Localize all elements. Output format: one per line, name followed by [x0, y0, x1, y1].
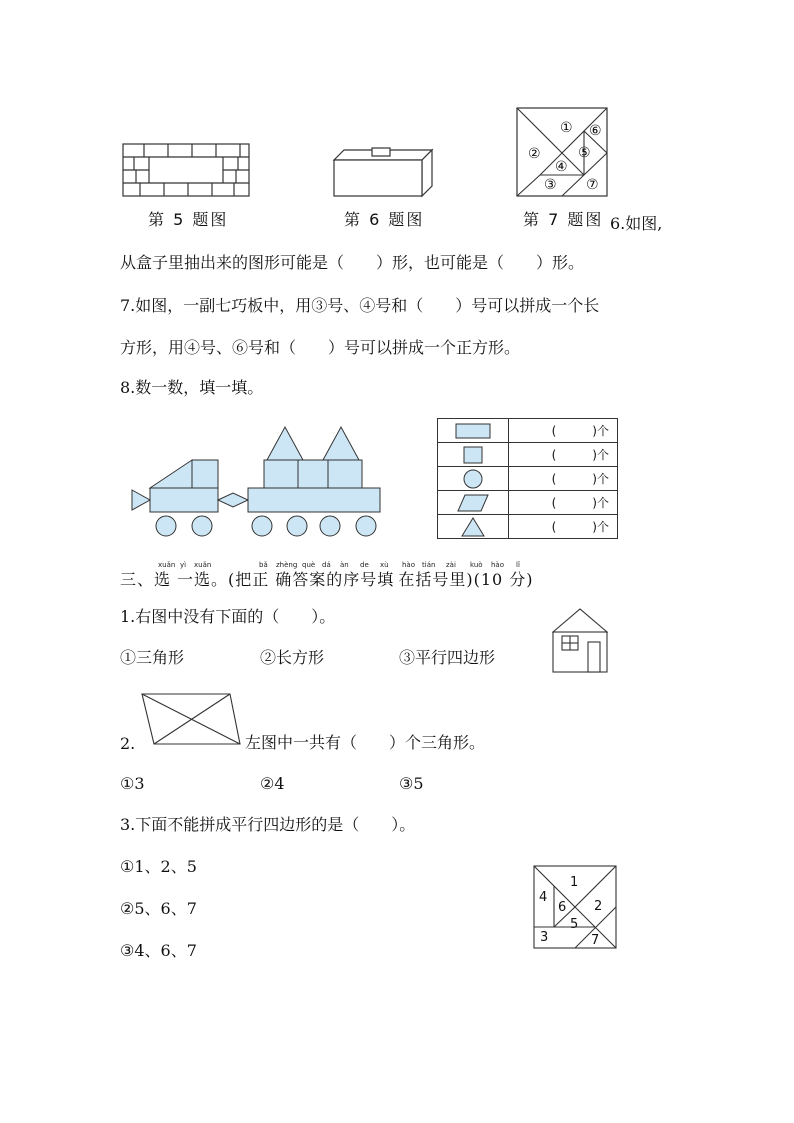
- tangram-b-label-3: 3: [540, 930, 549, 945]
- section3-heading-word-6: )(10 分): [466, 570, 534, 589]
- pinyin-zheng: zhèng: [276, 561, 298, 569]
- answer-blank-circle[interactable]: ( )个: [509, 467, 618, 491]
- tangram-b-label-7: 7: [591, 933, 600, 948]
- section3-heading-word-5: 在括号里: [398, 570, 467, 589]
- circle-icon: [438, 467, 509, 491]
- tangram-label-7: ⑦: [586, 177, 599, 193]
- tangram-label-5: ⑤: [578, 145, 591, 161]
- count-table: [437, 418, 618, 539]
- section3-heading-word-4: 确答案的序号填: [275, 570, 395, 589]
- pinyin-li: lǐ: [516, 561, 520, 569]
- tangram-label-3: ③: [544, 177, 557, 193]
- parallelogram-icon: [438, 491, 509, 515]
- count-row-rectangle: [438, 419, 618, 443]
- answer-blank-square[interactable]: ( )个: [509, 443, 618, 467]
- caption-q7: 第 7 题图: [523, 210, 604, 229]
- s3-q1-stem: 1.右图中没有下面的（ ）。: [120, 607, 336, 626]
- s3-q2-number: 2.: [120, 734, 136, 753]
- rectangle-icon: [438, 419, 509, 443]
- pinyin-que: què: [302, 561, 316, 569]
- caption-q5: 第 5 题图: [148, 210, 229, 229]
- pinyin-yi: yì: [180, 561, 187, 569]
- triangle-icon: [438, 515, 509, 539]
- count-row-circle: [438, 467, 618, 491]
- s3-q2-option-3: ③5: [399, 774, 424, 793]
- pinyin-ba: bǎ: [259, 561, 268, 569]
- s3-q2-option-1: ①3: [120, 774, 145, 793]
- tangram-label-6: ⑥: [589, 123, 602, 139]
- section3-heading-word-2: 一选: [177, 570, 212, 589]
- answer-blank-rectangle[interactable]: ( )个: [509, 419, 618, 443]
- count-row-square: [438, 443, 618, 467]
- tangram-label-1: ①: [560, 120, 573, 136]
- q6-lead: 6.如图,: [610, 214, 663, 233]
- section3-heading-word-3: 。(把正: [211, 570, 270, 589]
- house-figure: [552, 608, 608, 674]
- s3-q1-option-2: ②长方形: [260, 648, 325, 667]
- section3-heading-prefix: 三、: [120, 570, 155, 589]
- s3-q3-stem: 3.下面不能拼成平行四边形的是（ ）。: [120, 815, 416, 834]
- train-figure: [130, 424, 386, 540]
- brick-wall-figure: [122, 143, 250, 197]
- q7-line1: 7.如图，一副七巧板中，用③号、④号和（ ）号可以拼成一个长: [120, 296, 600, 315]
- count-row-triangle: [438, 515, 618, 539]
- q6-line2: 从盒子里抽出来的图形可能是（ ）形，也可能是（ ）形。: [120, 253, 585, 272]
- q7-line2: 方形，用④号、⑥号和（ ）号可以拼成一个正方形。: [120, 338, 521, 357]
- tangram-b-label-1: 1: [570, 875, 579, 890]
- tangram-b-label-4: 4: [539, 890, 548, 905]
- square-icon: [438, 443, 509, 467]
- pinyin-da: dá: [322, 561, 331, 569]
- pinyin-hao1: hào: [402, 561, 416, 569]
- answer-blank-triangle[interactable]: ( )个: [509, 515, 618, 539]
- pinyin-hao2: hào: [491, 561, 505, 569]
- tangram-figure-bottom: [533, 865, 617, 949]
- s3-q3-option-2: ②5、6、7: [120, 899, 197, 918]
- s3-q3-option-1: ①1、2、5: [120, 857, 197, 876]
- box-figure: [332, 146, 436, 198]
- tangram-label-4: ④: [555, 159, 568, 175]
- pinyin-tian: tián: [422, 561, 436, 569]
- pinyin-xu: xù: [380, 561, 389, 569]
- pinyin-xuan1: xuǎn: [158, 561, 176, 569]
- answer-blank-parallelogram[interactable]: ( )个: [509, 491, 618, 515]
- tangram-b-label-6: 6: [558, 900, 567, 915]
- s3-q1-option-1: ①三角形: [120, 648, 185, 667]
- s3-q2-stem: 左图中一共有（ ）个三角形。: [245, 733, 486, 752]
- pinyin-xuan2: xuǎn: [194, 561, 212, 569]
- section3-heading-word-1: 选: [154, 570, 172, 589]
- s3-q2-option-2: ②4: [260, 774, 285, 793]
- tangram-b-label-2: 2: [594, 899, 603, 914]
- caption-q6: 第 6 题图: [344, 210, 425, 229]
- pinyin-zai: zài: [446, 561, 456, 569]
- crossed-quadrilateral-figure: [140, 692, 242, 746]
- s3-q1-option-3: ③平行四边形: [399, 648, 496, 667]
- tangram-figure-top: [516, 107, 608, 197]
- section3-heading: [120, 570, 534, 590]
- pinyin-an: àn: [340, 561, 349, 569]
- pinyin-kuo: kuò: [470, 561, 483, 569]
- tangram-b-label-5: 5: [570, 917, 579, 932]
- pinyin-de: de: [360, 561, 369, 569]
- s3-q3-option-3: ③4、6、7: [120, 941, 197, 960]
- tangram-label-2: ②: [528, 146, 541, 162]
- count-row-parallelogram: [438, 491, 618, 515]
- q8-title: 8.数一数，填一填。: [120, 378, 264, 397]
